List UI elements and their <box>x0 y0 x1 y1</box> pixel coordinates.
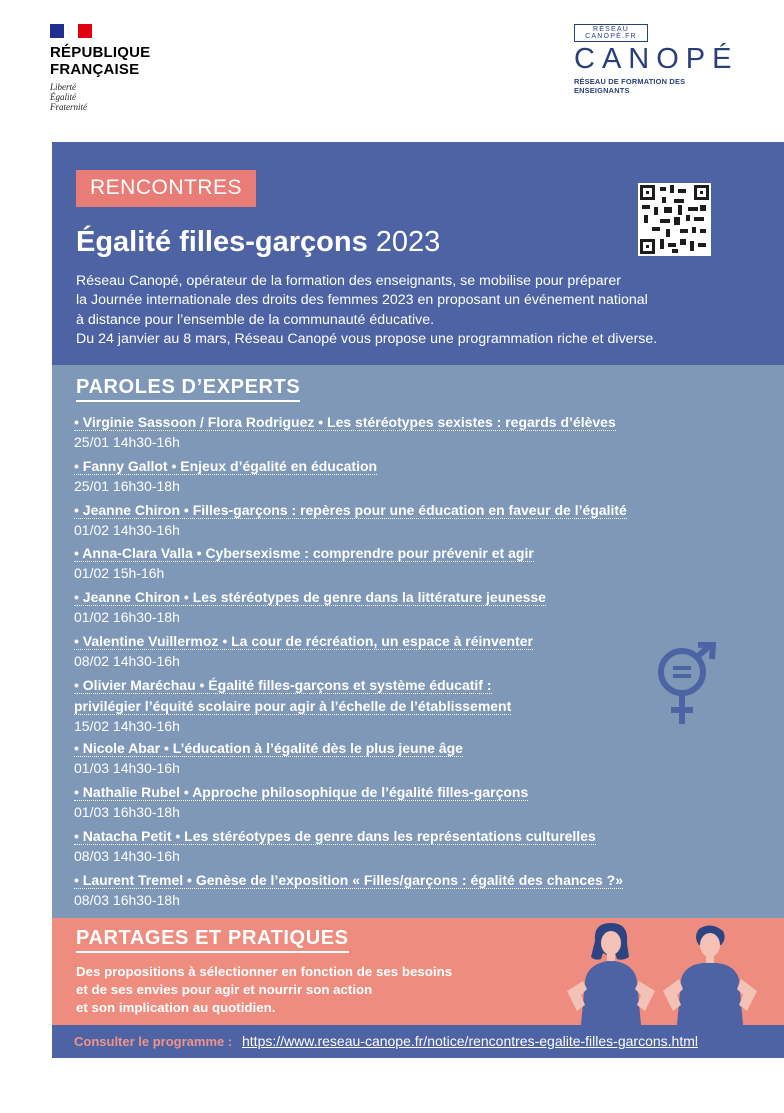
talk-title[interactable]: • Natacha Petit • Les stéréotypes de genre dans les représentations culturelles <box>74 828 596 844</box>
intro-paragraph: Réseau Canopé, opérateur de la formation des enseignants, se mobilise pour préparer la Journée internationale des droits des femmes 2023 en proposant un événement national à distance pour l’ensemble de la communauté éducative. Du 24 janvier au 8 mars, Réseau Canopé vous propose une programmation riche et diverse. <box>76 273 658 347</box>
partages-paragraph: Des propositions à sélectionner en fonction de ses besoins et de ses envies pour agir et nourrir son action et son implication au quotidien. <box>76 964 453 1015</box>
talk-date: 25/01 14h30-16h <box>74 434 180 450</box>
republique-motto: Liberté Égalité Fraternité <box>50 82 87 112</box>
paroles-experts-section <box>52 365 784 918</box>
page-title <box>76 226 440 259</box>
people-illustration-icon <box>559 921 759 1025</box>
talk-title-line2[interactable]: privilégier l’équité scolaire pour agir à l’échelle de l’établissement <box>74 698 512 714</box>
talk-title[interactable]: • Jeanne Chiron • Filles-garçons : repères pour une éducation en faveur de l’égalité <box>74 502 627 518</box>
qr-code-icon[interactable] <box>638 183 711 256</box>
canope-top-label: RÉSEAU CANOPÉ.FR <box>574 24 648 42</box>
list-item[interactable] <box>74 677 714 735</box>
republique-francaise-logo <box>50 24 150 112</box>
talk-title[interactable]: • Anna-Clara Valla • Cybersexisme : comprendre pour prévenir et agir <box>74 545 534 561</box>
talk-title[interactable]: • Virginie Sassoon / Flora Rodriguez • Les stéréotypes sexistes : regards d’élèves <box>74 414 616 430</box>
talk-date: 08/02 14h30-16h <box>74 653 180 669</box>
intro-section <box>52 142 784 365</box>
list-item[interactable] <box>74 458 714 495</box>
talk-title[interactable]: • Jeanne Chiron • Les stéréotypes de genre dans la littérature jeunesse <box>74 589 546 605</box>
title-text: Égalité filles-garçons <box>76 226 368 258</box>
footer-label: Consulter le programme : <box>74 1034 233 1049</box>
gender-equality-icon <box>654 642 718 726</box>
canope-wordmark: CANOPÉ <box>574 43 739 75</box>
list-item[interactable] <box>74 784 714 821</box>
talk-date: 15/02 14h30-16h <box>74 718 180 734</box>
canope-subtitle: RÉSEAU DE FORMATION DES ENSEIGNANTS <box>574 77 686 95</box>
french-flag-icon <box>50 24 92 38</box>
list-item[interactable] <box>74 414 714 451</box>
talk-date: 01/03 14h30-16h <box>74 760 180 776</box>
section-title-experts: PAROLES D’EXPERTS <box>76 376 300 402</box>
partages-pratiques-section <box>52 918 784 1025</box>
title-year: 2023 <box>375 226 441 258</box>
talk-title[interactable]: • Nicole Abar • L’éducation à l’égalité dès le plus jeune âge <box>74 740 463 756</box>
talk-date: 01/02 15h-16h <box>74 565 165 581</box>
list-item[interactable] <box>74 828 714 865</box>
canope-logo <box>574 24 739 95</box>
list-item[interactable] <box>74 740 714 777</box>
list-item[interactable] <box>74 545 714 582</box>
list-item[interactable] <box>74 872 714 909</box>
talk-date: 08/03 14h30-16h <box>74 848 180 864</box>
talk-title[interactable]: • Valentine Vuillermoz • La cour de récréation, un espace à réinventer <box>74 633 533 649</box>
republique-title: RÉPUBLIQUE FRANÇAISE <box>50 44 151 78</box>
talk-title[interactable]: • Olivier Maréchau • Égalité filles-garçons et système éducatif : <box>74 677 492 693</box>
list-item[interactable] <box>74 502 714 539</box>
program-link[interactable]: https://www.reseau-canope.fr/notice/rencontres-egalite-filles-garcons.html <box>242 1033 698 1049</box>
footer-bar <box>52 1025 784 1058</box>
list-item[interactable] <box>74 633 714 670</box>
talk-date: 25/01 16h30-18h <box>74 478 180 494</box>
talk-title[interactable]: • Fanny Gallot • Enjeux d’égalité en éducation <box>74 458 378 474</box>
talk-date: 01/02 16h30-18h <box>74 609 180 625</box>
talk-date: 01/02 14h30-16h <box>74 522 180 538</box>
section-title-partages: PARTAGES ET PRATIQUES <box>76 927 349 953</box>
talk-title[interactable]: • Laurent Tremel • Genèse de l’exposition « Filles/garçons : égalité des chances ?» <box>74 872 623 888</box>
talk-date: 01/03 16h30-18h <box>74 804 180 820</box>
list-item[interactable] <box>74 589 714 626</box>
rencontres-tag: RENCONTRES <box>76 170 256 207</box>
talk-date: 08/03 16h30-18h <box>74 892 180 908</box>
talk-title[interactable]: • Nathalie Rubel • Approche philosophique de l’égalité filles-garçons <box>74 784 529 800</box>
